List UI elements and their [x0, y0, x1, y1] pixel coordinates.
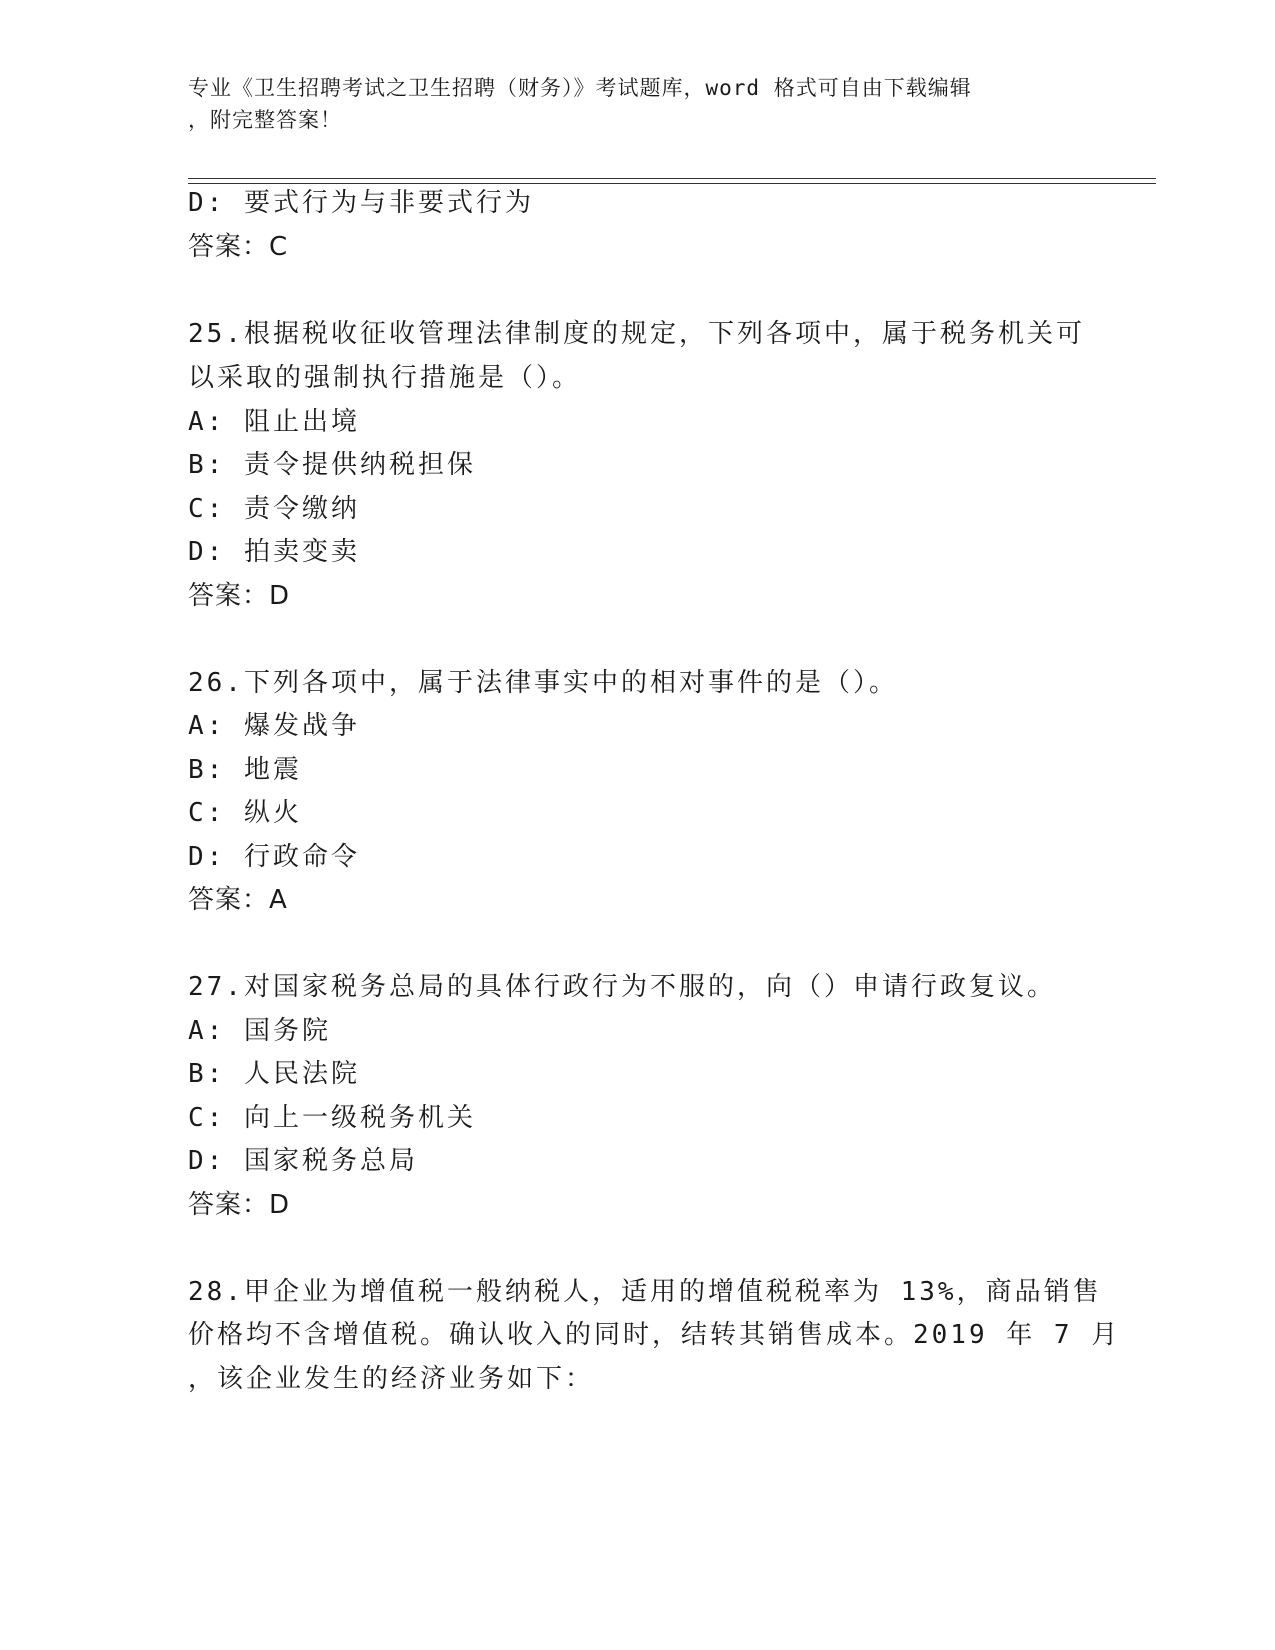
q27-stem: 27.对国家税务总局的具体行政行为不服的，向（）申请行政复议。 [188, 972, 1056, 1002]
q27-answer: 答案：D [188, 1190, 291, 1220]
q27-option-d: D: 国家税务总局 [188, 1146, 418, 1176]
q26-stem: 26.下列各项中，属于法律事实中的相对事件的是（）。 [188, 668, 898, 698]
q26-option-d: D: 行政命令 [188, 842, 360, 872]
q25-option-b: B: 责令提供纳税担保 [188, 450, 476, 480]
q25-answer: 答案：D [188, 581, 291, 611]
q26-answer: 答案：A [188, 885, 288, 915]
q26-option-a: A: 爆发战争 [188, 711, 360, 741]
prev-question-option-d: D: 要式行为与非要式行为 [188, 188, 534, 218]
q25-option-c: C: 责令缴纳 [188, 494, 360, 524]
q26-option-b: B: 地震 [188, 755, 302, 785]
q27-option-c: C: 向上一级税务机关 [188, 1103, 476, 1133]
q28-stem-line3: ，该企业发生的经济业务如下： [188, 1364, 595, 1394]
q25-stem-line2: 以采取的强制执行措施是（）。 [188, 363, 582, 393]
header-rule-top [188, 178, 1156, 179]
q28-stem-line2: 价格均不含增值税。确认收入的同时，结转其销售成本。2019 年 7 月 [188, 1320, 1121, 1350]
q28-stem-line1: 28.甲企业为增值税一般纳税人，适用的增值税税率为 13%，商品销售 [188, 1277, 1102, 1307]
q25-stem-line1: 25.根据税收征收管理法律制度的规定，下列各项中，属于税务机关可 [188, 319, 1085, 349]
header-rule-bottom [188, 183, 1156, 184]
q25-option-d: D: 拍卖变卖 [188, 537, 360, 567]
q27-option-b: B: 人民法院 [188, 1059, 360, 1089]
q27-option-a: A: 国务院 [188, 1016, 331, 1046]
q26-option-c: C: 纵火 [188, 798, 302, 828]
prev-question-answer: 答案：C [188, 232, 289, 262]
document-header: 专业《卫生招聘考试之卫生招聘（财务）》考试题库，word 格式可自由下载编辑 ，附完整答案！ [188, 76, 972, 132]
q25-option-a: A: 阻止出境 [188, 407, 360, 437]
